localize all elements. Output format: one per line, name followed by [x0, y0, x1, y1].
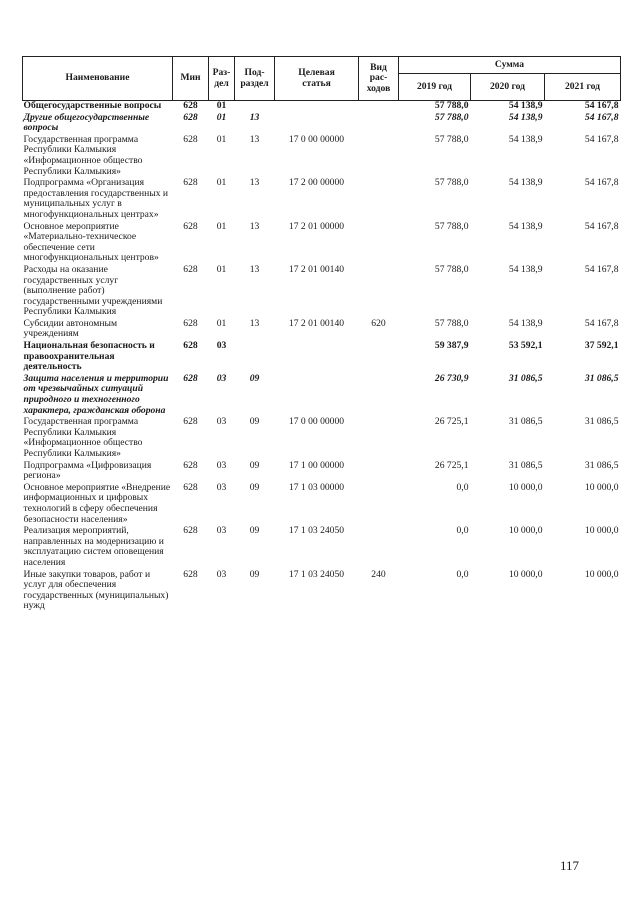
row-sum-2020: 10 000,0 — [508, 481, 543, 493]
row-expense-type — [359, 483, 399, 526]
row-podrazdel: 09 — [249, 481, 260, 493]
row-target-article: 17 0 00 00000 — [288, 133, 345, 145]
row-name: Субсидии автономным учреждениям — [23, 317, 118, 340]
row-sum-2019: 0,0 — [456, 568, 469, 580]
row-sum-2019: 0,0 — [456, 481, 469, 493]
table-row — [23, 135, 621, 178]
row-podrazdel — [235, 341, 275, 374]
row-sum-2019: 59 387,9 — [434, 340, 469, 352]
row-razdel: 01 — [216, 263, 227, 275]
row-min: 628 — [183, 220, 198, 232]
row-podrazdel: 09 — [249, 568, 260, 580]
row-min: 628 — [183, 372, 198, 384]
row-name: Государственная программа Республики Калмыкия «Информационное общество Республики Калмыкия» — [23, 416, 143, 459]
row-podrazdel: 13 — [249, 220, 260, 232]
row-target-article — [275, 113, 359, 135]
row-sum-2019: 26 725,1 — [434, 459, 469, 471]
row-sum-2019: 57 788,0 — [434, 100, 469, 111]
table-row — [23, 526, 621, 569]
row-sum-2020: 54 138,9 — [508, 133, 543, 145]
row-expense-type — [359, 101, 399, 113]
table-header — [23, 57, 621, 101]
header-year-2019: 2019 год — [399, 74, 471, 101]
row-target-article — [275, 101, 359, 113]
row-expense-type — [359, 178, 399, 221]
row-expense-type: 240 — [371, 568, 386, 580]
row-target-article: 17 2 01 00140 — [288, 263, 345, 275]
header-year-2021: 2021 год — [545, 74, 621, 101]
row-target-article: 17 2 01 00140 — [288, 317, 345, 329]
row-sum-2021: 37 592,1 — [584, 340, 619, 352]
row-razdel: 03 — [216, 481, 227, 493]
header-target-article: Целевая статья — [275, 57, 359, 101]
row-sum-2021: 10 000,0 — [584, 525, 619, 537]
row-name: Иные закупки товаров, работ и услуг для обеспечения государственных (муниципальных) нужд — [23, 568, 169, 612]
row-name: Общегосударственные вопросы — [23, 100, 162, 111]
row-min: 628 — [183, 177, 198, 189]
row-razdel: 03 — [216, 340, 227, 352]
row-sum-2021: 54 167,8 — [584, 111, 619, 123]
row-podrazdel: 13 — [249, 317, 260, 329]
row-sum-2020: 10 000,0 — [508, 525, 543, 537]
row-target-article: 17 0 00 00000 — [288, 416, 345, 428]
row-sum-2020: 54 138,9 — [508, 317, 543, 329]
row-sum-2021: 31 086,5 — [584, 372, 619, 384]
row-sum-2020: 54 138,9 — [508, 220, 543, 232]
header-name: Наименование — [23, 57, 173, 101]
row-sum-2021: 54 167,8 — [584, 317, 619, 329]
budget-table — [22, 56, 621, 613]
row-target-article — [275, 374, 359, 417]
row-razdel: 01 — [216, 317, 227, 329]
row-razdel: 03 — [216, 372, 227, 384]
row-min: 628 — [183, 263, 198, 275]
row-sum-2020: 54 138,9 — [508, 177, 543, 189]
row-podrazdel: 13 — [249, 111, 260, 123]
table-row — [23, 113, 621, 135]
row-name: Расходы на оказание государственных услуг (выполнение работ) государственными учреждениями Республики Калмыкия — [23, 263, 163, 318]
header-podrazdel: Под- раздел — [235, 57, 275, 101]
row-expense-type — [359, 135, 399, 178]
row-sum-2019: 57 788,0 — [434, 263, 469, 275]
row-min: 628 — [183, 525, 198, 537]
table-row — [23, 341, 621, 374]
row-sum-2019: 57 788,0 — [434, 133, 469, 145]
row-sum-2021: 10 000,0 — [584, 568, 619, 580]
row-min: 628 — [183, 317, 198, 329]
row-expense-type — [359, 374, 399, 417]
table-row — [23, 222, 621, 265]
row-razdel: 01 — [216, 133, 227, 145]
row-target-article: 17 1 03 00000 — [288, 481, 345, 493]
table-row — [23, 570, 621, 613]
row-sum-2020: 31 086,5 — [508, 459, 543, 471]
row-razdel: 03 — [216, 525, 227, 537]
row-target-article: 17 2 00 00000 — [288, 177, 345, 189]
row-name: Защита населения и территории от чрезвычайных ситуаций природного и техногенного характера, гражданская оборона — [23, 372, 169, 416]
row-sum-2019: 26 725,1 — [434, 416, 469, 428]
row-expense-type — [359, 417, 399, 460]
row-sum-2019: 57 788,0 — [434, 111, 469, 123]
row-sum-2021: 31 086,5 — [584, 459, 619, 471]
row-expense-type: 620 — [371, 317, 386, 329]
row-sum-2021: 31 086,5 — [584, 416, 619, 428]
row-podrazdel: 09 — [249, 372, 260, 384]
row-podrazdel: 13 — [249, 133, 260, 145]
row-name: Основное мероприятие «Материально-техническое обеспечение сети многофункциональных центров» — [23, 220, 159, 264]
row-razdel: 01 — [216, 220, 227, 232]
row-expense-type — [359, 265, 399, 319]
row-min: 628 — [183, 340, 198, 352]
table-row — [23, 178, 621, 221]
row-podrazdel: 09 — [249, 525, 260, 537]
row-name: Основное мероприятие «Внедрение информационных и цифровых технологий в сферу обеспечения безопасности населения» — [23, 481, 171, 525]
row-name: Национальная безопасность и правоохранительная деятельность — [23, 340, 155, 373]
row-name: Государственная программа Республики Калмыкия «Информационное общество Республики Калмыкия» — [23, 133, 143, 177]
row-razdel: 01 — [216, 111, 227, 123]
row-sum-2019: 57 788,0 — [434, 317, 469, 329]
row-sum-2020: 10 000,0 — [508, 568, 543, 580]
table-row — [23, 265, 621, 319]
row-sum-2019: 57 788,0 — [434, 177, 469, 189]
header-min: Мин — [173, 57, 209, 101]
row-expense-type — [359, 526, 399, 569]
header-razdel: Раз- дел — [209, 57, 235, 101]
row-razdel: 01 — [216, 177, 227, 189]
row-sum-2020: 54 138,9 — [508, 111, 543, 123]
table-row — [23, 483, 621, 526]
header-expense-type: Вид рас- ходов — [359, 57, 399, 101]
row-sum-2020: 31 086,5 — [508, 372, 543, 384]
budget-table-sheet — [22, 56, 620, 613]
row-expense-type — [359, 113, 399, 135]
row-podrazdel: 09 — [249, 459, 260, 471]
table-row — [23, 101, 621, 113]
row-min: 628 — [183, 459, 198, 471]
row-sum-2020: 31 086,5 — [508, 416, 543, 428]
row-podrazdel: 09 — [249, 416, 260, 428]
header-sum: Сумма — [399, 57, 621, 74]
row-min: 628 — [183, 416, 198, 428]
row-sum-2019: 57 788,0 — [434, 220, 469, 232]
row-name: Реализация мероприятий, направленных на модернизацию и эксплуатацию систем оповещения населения — [23, 525, 164, 568]
table-row — [23, 461, 621, 483]
row-sum-2021: 54 167,8 — [584, 177, 619, 189]
row-target-article: 17 1 00 00000 — [288, 459, 345, 471]
row-podrazdel: 13 — [249, 263, 260, 275]
row-sum-2021: 54 167,8 — [584, 133, 619, 145]
row-sum-2021: 10 000,0 — [584, 481, 619, 493]
row-expense-type — [359, 222, 399, 265]
row-sum-2019: 26 730,9 — [434, 372, 469, 384]
row-sum-2021: 54 167,8 — [584, 220, 619, 232]
page-number: 117 — [560, 858, 580, 873]
table-row — [23, 319, 621, 341]
row-razdel: 03 — [216, 568, 227, 580]
row-sum-2019: 0,0 — [456, 525, 469, 537]
row-sum-2021: 54 167,8 — [584, 263, 619, 275]
row-name: Другие общегосударственные вопросы — [23, 111, 150, 134]
row-min: 628 — [183, 100, 198, 111]
row-target-article — [275, 341, 359, 374]
table-row — [23, 374, 621, 417]
row-min: 628 — [183, 111, 198, 123]
table-row — [23, 417, 621, 460]
row-sum-2020: 54 138,9 — [508, 100, 543, 111]
row-target-article: 17 2 01 00000 — [288, 220, 345, 232]
row-min: 628 — [183, 133, 198, 145]
row-razdel: 01 — [216, 100, 227, 111]
row-razdel: 03 — [216, 416, 227, 428]
row-sum-2020: 54 138,9 — [508, 263, 543, 275]
row-name: Подпрограмма «Организация предоставления государственных и муниципальных услуг в многофункциональных центрах» — [23, 177, 169, 220]
row-target-article: 17 1 03 24050 — [288, 568, 345, 580]
row-razdel: 03 — [216, 459, 227, 471]
header-year-2020: 2020 год — [471, 74, 545, 101]
row-podrazdel — [235, 101, 275, 113]
row-target-article: 17 1 03 24050 — [288, 525, 345, 537]
row-sum-2020: 53 592,1 — [508, 340, 543, 352]
row-expense-type — [359, 461, 399, 483]
row-podrazdel: 13 — [249, 177, 260, 189]
row-name: Подпрограмма «Цифровизация региона» — [23, 459, 152, 482]
row-min: 628 — [183, 568, 198, 580]
row-sum-2021: 54 167,8 — [584, 100, 619, 111]
row-min: 628 — [183, 481, 198, 493]
table-body — [23, 101, 621, 613]
row-expense-type — [359, 341, 399, 374]
